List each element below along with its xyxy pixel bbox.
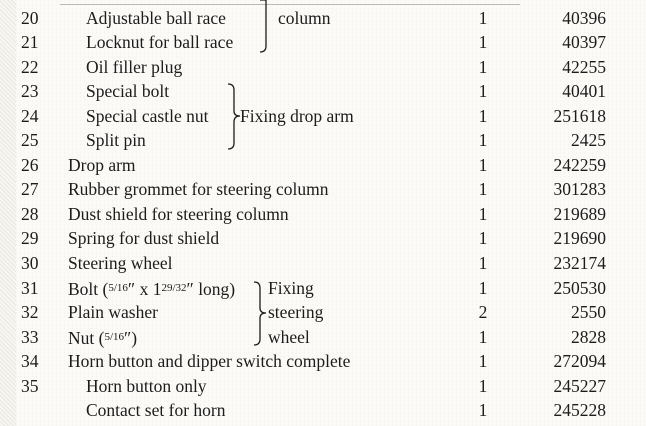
parts-row [0,55,646,79]
item-number: 30 [21,253,39,273]
parts-row [0,30,646,54]
item-quantity: 1 [478,351,488,371]
item-description: Drop arm [68,155,136,175]
parts-row [0,325,646,349]
item-quantity: 1 [478,32,488,52]
item-number: 35 [21,376,39,396]
item-description: Spring for dust shield [68,228,220,248]
item-quantity: 1 [478,57,488,77]
item-number: 26 [21,155,39,175]
desc-text: Bolt ( [68,279,109,299]
item-description: Horn button only [86,376,207,396]
parts-row [0,276,646,300]
item-quantity: 1 [478,155,488,175]
parts-row [0,202,646,226]
item-description: Oil filler plug [86,57,183,77]
item-quantity: 2 [478,302,488,322]
item-quantity: 1 [478,8,488,28]
item-quantity: 1 [478,106,488,126]
item-part-number: 250530 [553,278,606,298]
item-description [68,325,137,350]
item-number: 20 [21,8,39,28]
desc-text: ″ long) [186,279,236,299]
parts-row [0,128,646,152]
group-brace [252,280,268,348]
item-number: 31 [21,278,39,298]
parts-row [0,79,646,103]
item-number: 33 [21,327,39,347]
item-part-number: 272094 [553,351,606,371]
group-label: column [278,8,331,28]
item-part-number: 2550 [571,302,606,322]
item-quantity: 1 [478,179,488,199]
item-description [68,276,235,301]
item-number: 21 [21,32,39,52]
group-label: Fixing [268,278,314,298]
item-quantity: 1 [478,228,488,248]
item-number: 29 [21,228,39,248]
item-description: Steering wheel [68,253,173,273]
item-part-number: 245227 [553,376,606,396]
item-part-number: 219690 [553,228,606,248]
group-label: steering [268,302,324,322]
item-number: 22 [21,57,39,77]
item-description: Rubber grommet for steering column [68,179,329,199]
item-part-number: 40401 [562,81,606,101]
group-label: wheel [268,327,310,347]
item-description: Horn button and dipper switch complete [68,351,351,371]
desc-text: Nut ( [68,328,105,348]
parts-row [0,374,646,398]
item-number: 25 [21,130,39,150]
desc-text: ″ x 1 [127,279,162,299]
group-brace [258,0,272,56]
group-label: Fixing drop arm [240,106,354,126]
item-quantity: 1 [478,253,488,273]
parts-row [0,177,646,201]
item-number: 32 [21,302,39,322]
parts-row [0,398,646,422]
fraction: 5/16 [108,282,128,294]
item-part-number: 40396 [562,8,606,28]
item-quantity: 1 [478,400,488,420]
desc-text: ″) [124,328,138,348]
parts-row [0,349,646,373]
item-number: 24 [21,106,39,126]
parts-row [0,226,646,250]
item-part-number: 40397 [562,32,606,52]
item-description: Split pin [86,130,146,150]
parts-row [0,251,646,275]
item-number: 34 [21,351,39,371]
item-part-number: 42255 [562,57,606,77]
item-quantity: 1 [478,204,488,224]
item-part-number: 301283 [553,179,606,199]
item-description: Locknut for ball race [86,32,234,52]
item-description: Adjustable ball race [86,8,226,28]
item-part-number: 251618 [553,106,606,126]
item-number: 27 [21,179,39,199]
item-description: Dust shield for steering column [68,204,289,224]
cut-off-previous-line [60,0,520,5]
item-part-number: 242259 [553,155,606,175]
item-part-number: 2828 [571,327,606,347]
parts-row [0,153,646,177]
item-quantity: 1 [478,130,488,150]
item-part-number: 232174 [553,253,606,273]
item-quantity: 1 [478,278,488,298]
item-quantity: 1 [478,376,488,396]
item-number: 23 [21,81,39,101]
item-part-number: 219689 [553,204,606,224]
item-description: Special castle nut [86,106,209,126]
item-description: Contact set for horn [86,400,226,420]
item-part-number: 245228 [553,400,606,420]
item-part-number: 2425 [571,130,606,150]
item-quantity: 1 [478,81,488,101]
item-quantity: 1 [478,327,488,347]
item-description: Special bolt [86,81,170,101]
fraction: 5/16 [104,331,125,343]
item-number: 28 [21,204,39,224]
fraction: 29/32 [161,282,187,294]
item-description: Plain washer [68,302,158,322]
